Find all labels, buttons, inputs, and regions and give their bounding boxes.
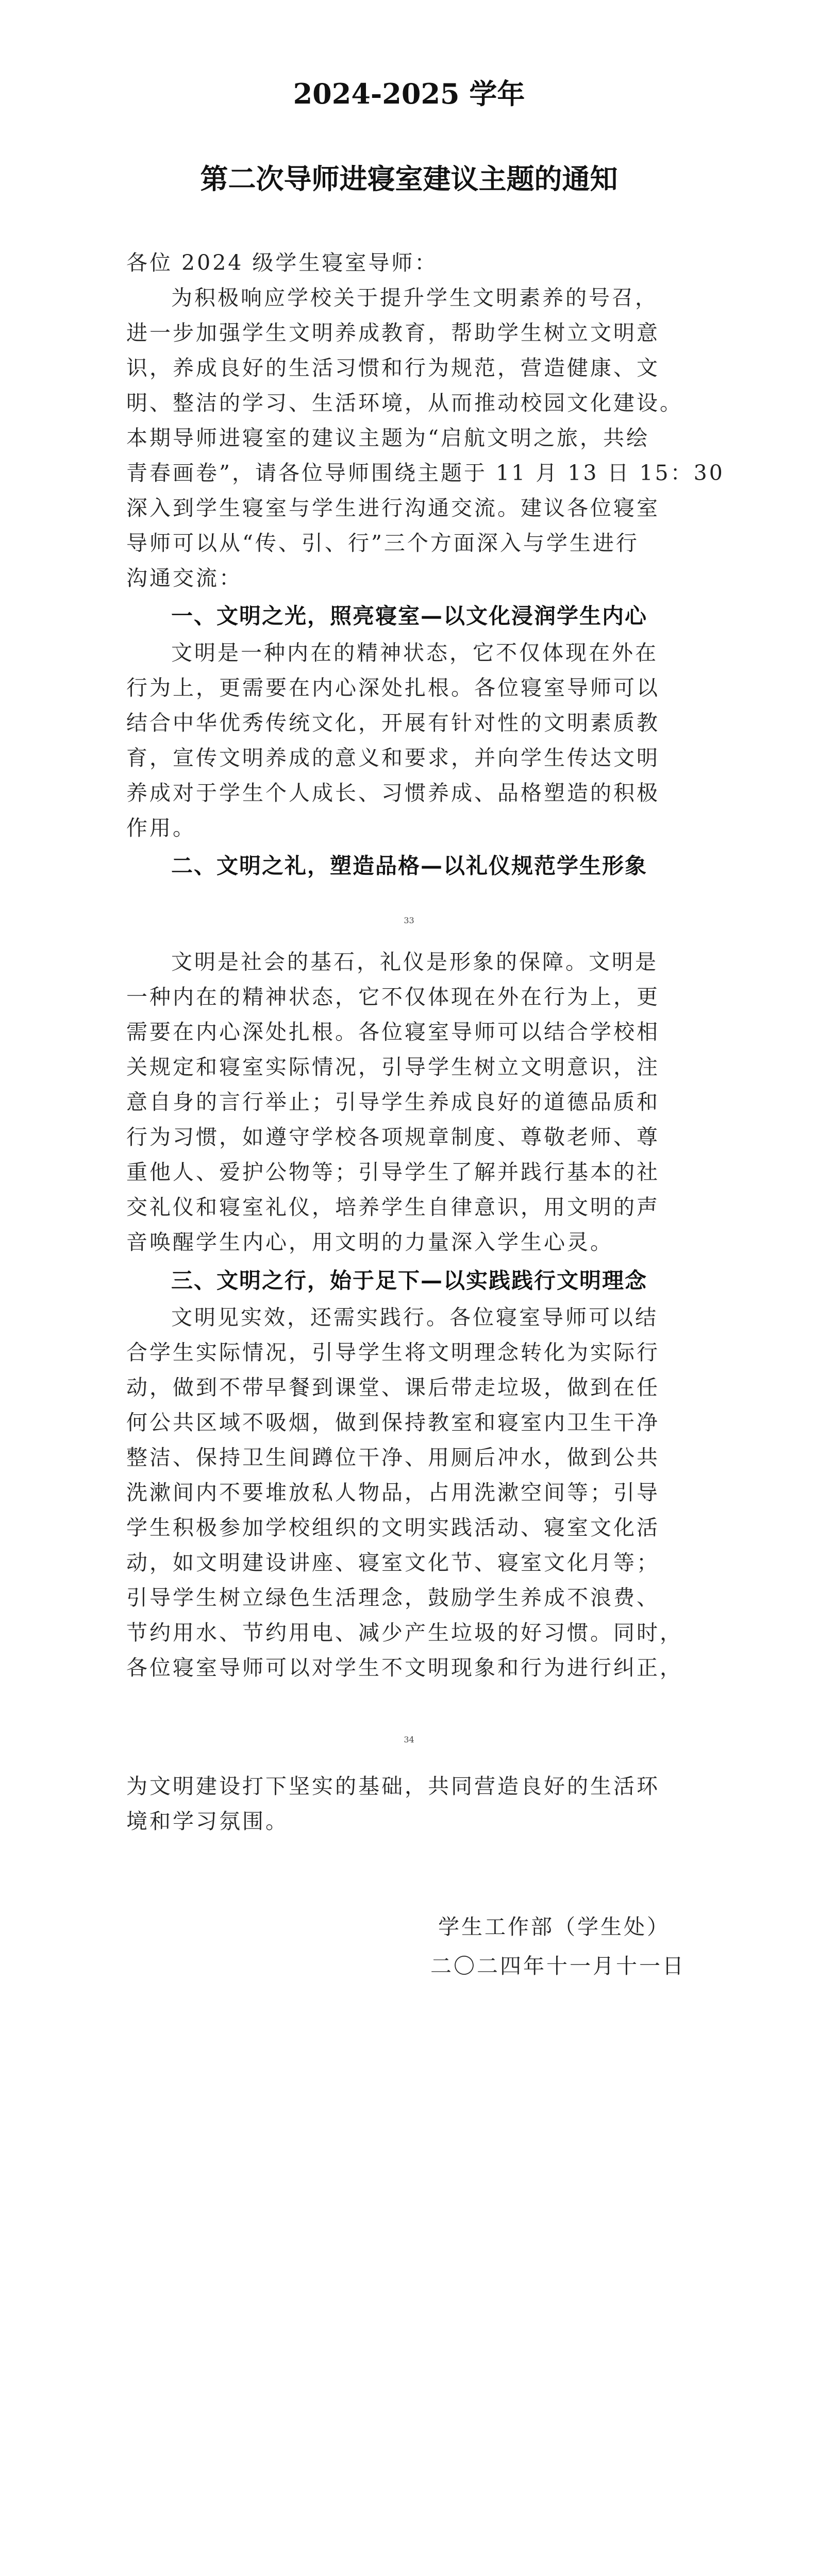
intro-line: 导师可以从“传、引、行”三个方面深入与学生进行 (126, 531, 639, 555)
page-number: 34 (404, 1735, 414, 1744)
section1-line: 文明是一种内在的精神状态，它不仅体现在外在 (171, 640, 658, 665)
section3-line: 整洁、保持卫生间蹲位干净、用厕后冲水，做到公共 (126, 1445, 660, 1470)
section2-line: 重他人、爱护公物等；引导学生了解并践行基本的社 (126, 1160, 660, 1184)
greeting: 各位 2024 级学生寝室导师： (126, 250, 438, 275)
section3-line: 洗漱间内不要堆放私人物品，占用洗漱空间等；引导 (126, 1480, 660, 1505)
closing-line: 境和学习氛围。 (126, 1809, 289, 1834)
intro-line: 识，养成良好的生活习惯和行为规范，营造健康、文 (126, 355, 660, 380)
section3-line: 动，如文明建设讲座、寝室文化节、寝室文化月等； (126, 1550, 660, 1575)
section1-line: 养成对于学生个人成长、习惯养成、品格塑造的积极 (126, 781, 660, 805)
closing-line: 为文明建设打下坚实的基础，共同营造良好的生活环 (126, 1774, 660, 1799)
intro-line: 进一步加强学生文明养成教育，帮助学生树立文明意 (126, 320, 660, 345)
section1-line: 育，宣传文明养成的意义和要求，并向学生传达文明 (126, 745, 660, 770)
section3-line: 学生积极参加学校组织的文明实践活动、寝室文化活 (126, 1515, 660, 1540)
section2-line: 行为习惯，如遵守学校各项规章制度、尊敬老师、尊 (126, 1125, 660, 1149)
section1-line: 作用。 (126, 816, 196, 840)
section3-heading: 三、文明之行，始于足下—以实践践行文明理念 (171, 1268, 648, 1293)
page-number: 33 (404, 916, 414, 925)
section2-line: 需要在内心深处扎根。各位寝室导师可以结合学校相 (126, 1020, 660, 1044)
signature-date: 二〇二四年十一月十一日 (430, 1954, 686, 1978)
section3-line: 合学生实际情况，引导学生将文明理念转化为实际行 (126, 1340, 660, 1365)
document-title: 第二次导师进寝室建议主题的通知 (200, 162, 618, 195)
intro-line: 本期导师进寝室的建议主题为“启航文明之旅，共绘 (126, 426, 649, 450)
section3-line: 何公共区域不吸烟，做到保持教室和寝室内卫生干净 (126, 1410, 660, 1435)
section3-line: 文明见实效，还需实践行。各位寝室导师可以结 (171, 1305, 658, 1330)
section2-heading: 二、文明之礼，塑造品格—以礼仪规范学生形象 (171, 853, 648, 878)
intro-line: 为积极响应学校关于提升学生文明素养的号召， (171, 285, 658, 310)
section2-line: 交礼仪和寝室礼仪，培养学生自律意识，用文明的声 (126, 1195, 660, 1219)
section1-line: 行为上，更需要在内心深处扎根。各位寝室导师可以 (126, 675, 660, 700)
section2-line: 音唤醒学生内心，用文明的力量深入学生心灵。 (126, 1230, 613, 1255)
signature-department: 学生工作部（学生处） (438, 1914, 670, 1939)
section2-line: 关规定和寝室实际情况，引导学生树立文明意识，注 (126, 1055, 660, 1079)
intro-line: 明、整洁的学习、生活环境，从而推动校园文化建设。 (126, 391, 683, 415)
intro-line: 深入到学生寝室与学生进行沟通交流。建议各位寝室 (126, 496, 660, 520)
section3-line: 引导学生树立绿色生活理念，鼓励学生养成不浪费、 (126, 1585, 660, 1610)
section3-line: 动，做到不带早餐到课堂、课后带走垃圾，做到在任 (126, 1375, 660, 1400)
intro-line: 沟通交流： (126, 566, 242, 590)
section3-line: 节约用水、节约用电、减少产生垃圾的好习惯。同时， (126, 1620, 683, 1645)
section2-line: 意自身的言行举止；引导学生养成良好的道德品质和 (126, 1090, 660, 1114)
document-title-year: 2024-2025 学年 (293, 77, 525, 110)
section3-line: 各位寝室导师可以对学生不文明现象和行为进行纠正， (126, 1655, 683, 1680)
section2-line: 一种内在的精神状态，它不仅体现在外在行为上，更 (126, 985, 660, 1009)
section2-line: 文明是社会的基石，礼仪是形象的保障。文明是 (171, 950, 658, 974)
section1-heading: 一、文明之光，照亮寝室—以文化浸润学生内心 (171, 603, 648, 629)
intro-line: 青春画卷”，请各位导师围绕主题于 11 月 13 日 15：30 (126, 461, 725, 485)
section1-line: 结合中华优秀传统文化，开展有针对性的文明素质教 (126, 710, 660, 735)
